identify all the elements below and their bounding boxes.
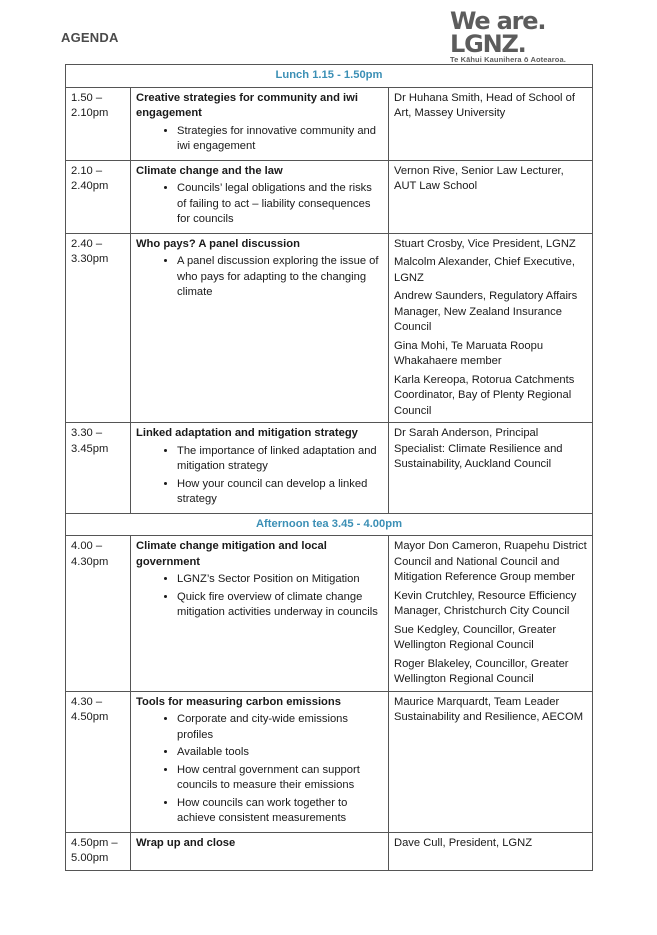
session-title: Climate change and the law xyxy=(136,164,283,177)
session-point: • Councils’ legal obligations and the risks of failing to act – liability consequences for councils xyxy=(177,181,383,228)
speaker: Sue Kedgley, Councillor, Greater Wellington Regional Council xyxy=(394,623,557,651)
session-row xyxy=(66,536,593,692)
session-speakers xyxy=(389,536,593,692)
break-label: Afternoon tea 3.45 - 4.00pm xyxy=(66,513,593,536)
session-title: Wrap up and close xyxy=(136,836,236,849)
speaker: Mayor Don Cameron, Ruapehu District Council and National Council and Mitigation Reference Group member xyxy=(394,540,587,583)
page-title: AGENDA xyxy=(61,30,119,45)
session-row xyxy=(66,233,593,423)
speaker: Maurice Marquardt, Team Leader Sustainability and Resilience, AECOM xyxy=(394,695,584,723)
session-time: 2.40 – 3.30pm xyxy=(66,233,131,423)
session-details xyxy=(131,536,389,692)
speaker: Dr Sarah Anderson, Principal Specialist: Climate Resilience and Sustainability, Auckland Council xyxy=(394,427,563,470)
session-speakers xyxy=(389,832,593,870)
session-speakers xyxy=(389,691,593,832)
session-title: Who pays? A panel discussion xyxy=(136,237,300,250)
session-speakers xyxy=(389,87,593,160)
session-speakers xyxy=(389,233,593,423)
speaker: Kevin Crutchley, Resource Efficiency Manager, Christchurch City Council xyxy=(394,589,577,617)
speaker: Andrew Saunders, Regulatory Affairs Manager, New Zealand Insurance Council xyxy=(394,290,578,333)
session-time: 4.00 – 4.30pm xyxy=(66,536,131,692)
session-points xyxy=(136,712,383,827)
logo-tagline: Te Kāhui Kaunihera ō Aotearoa. xyxy=(450,55,566,64)
session-title: Tools for measuring carbon emissions xyxy=(136,695,341,708)
session-title: Climate change mitigation and local government xyxy=(136,540,327,568)
session-time: 4.50pm – 5.00pm xyxy=(66,832,131,870)
session-speakers xyxy=(389,423,593,514)
speaker: Gina Mohi, Te Maruata Roopu Whakahaere member xyxy=(394,339,544,367)
session-time: 1.50 – 2.10pm xyxy=(66,87,131,160)
speaker: Karla Kereopa, Rotorua Catchments Coordinator, Bay of Plenty Regional Council xyxy=(394,373,575,417)
session-row xyxy=(66,832,593,870)
session-points xyxy=(136,572,383,621)
logo-line-1: We are. xyxy=(450,7,546,35)
session-point: • Strategies for innovative community and iwi engagement xyxy=(177,124,383,155)
logo-line-2: LGNZ. xyxy=(450,30,526,58)
agenda-table xyxy=(65,64,593,871)
session-row xyxy=(66,423,593,514)
session-points xyxy=(136,444,383,508)
session-point: • Available tools xyxy=(177,745,383,761)
break-row xyxy=(66,65,593,88)
session-time: 2.10 – 2.40pm xyxy=(66,160,131,233)
session-time: 4.30 – 4.50pm xyxy=(66,691,131,832)
session-point: • Corporate and city-wide emissions profiles xyxy=(177,712,383,743)
session-title: Creative strategies for community and iwi engagement xyxy=(136,91,358,119)
session-point: • How central government can support councils to measure their emissions xyxy=(177,763,383,794)
speaker: Roger Blakeley, Councillor, Greater Wellington Regional Council xyxy=(394,657,569,685)
session-row xyxy=(66,691,593,832)
speaker: Dave Cull, President, LGNZ xyxy=(394,836,533,849)
session-points xyxy=(136,254,383,301)
session-point: • LGNZ’s Sector Position on Mitigation xyxy=(177,572,383,588)
session-details xyxy=(131,233,389,423)
session-details xyxy=(131,691,389,832)
session-row xyxy=(66,160,593,233)
session-point: • The importance of linked adaptation and mitigation strategy xyxy=(177,444,383,475)
session-point: • A panel discussion exploring the issue of who pays for adapting to the changing climate xyxy=(177,254,383,301)
session-details xyxy=(131,423,389,514)
session-details xyxy=(131,160,389,233)
session-time: 3.30 – 3.45pm xyxy=(66,423,131,514)
session-point: • How councils can work together to achieve consistent measurements xyxy=(177,796,383,827)
break-label: Lunch 1.15 - 1.50pm xyxy=(66,65,593,88)
session-speakers xyxy=(389,160,593,233)
session-points xyxy=(136,181,383,228)
session-row xyxy=(66,87,593,160)
speaker: Stuart Crosby, Vice President, LGNZ xyxy=(394,237,576,250)
session-point: • Quick fire overview of climate change mitigation activities underway in councils xyxy=(177,590,383,621)
speaker: Malcolm Alexander, Chief Executive, LGNZ xyxy=(394,256,575,284)
speaker: Dr Huhana Smith, Head of School of Art, Massey University xyxy=(394,91,575,119)
lgnz-logo xyxy=(450,7,590,64)
agenda-body xyxy=(66,65,593,871)
session-points xyxy=(136,124,383,155)
session-details xyxy=(131,832,389,870)
break-row xyxy=(66,513,593,536)
speaker: Vernon Rive, Senior Law Lecturer, AUT Law School xyxy=(394,164,564,192)
session-point: • How your council can develop a linked strategy xyxy=(177,477,383,508)
session-title: Linked adaptation and mitigation strategy xyxy=(136,427,358,439)
session-details xyxy=(131,87,389,160)
